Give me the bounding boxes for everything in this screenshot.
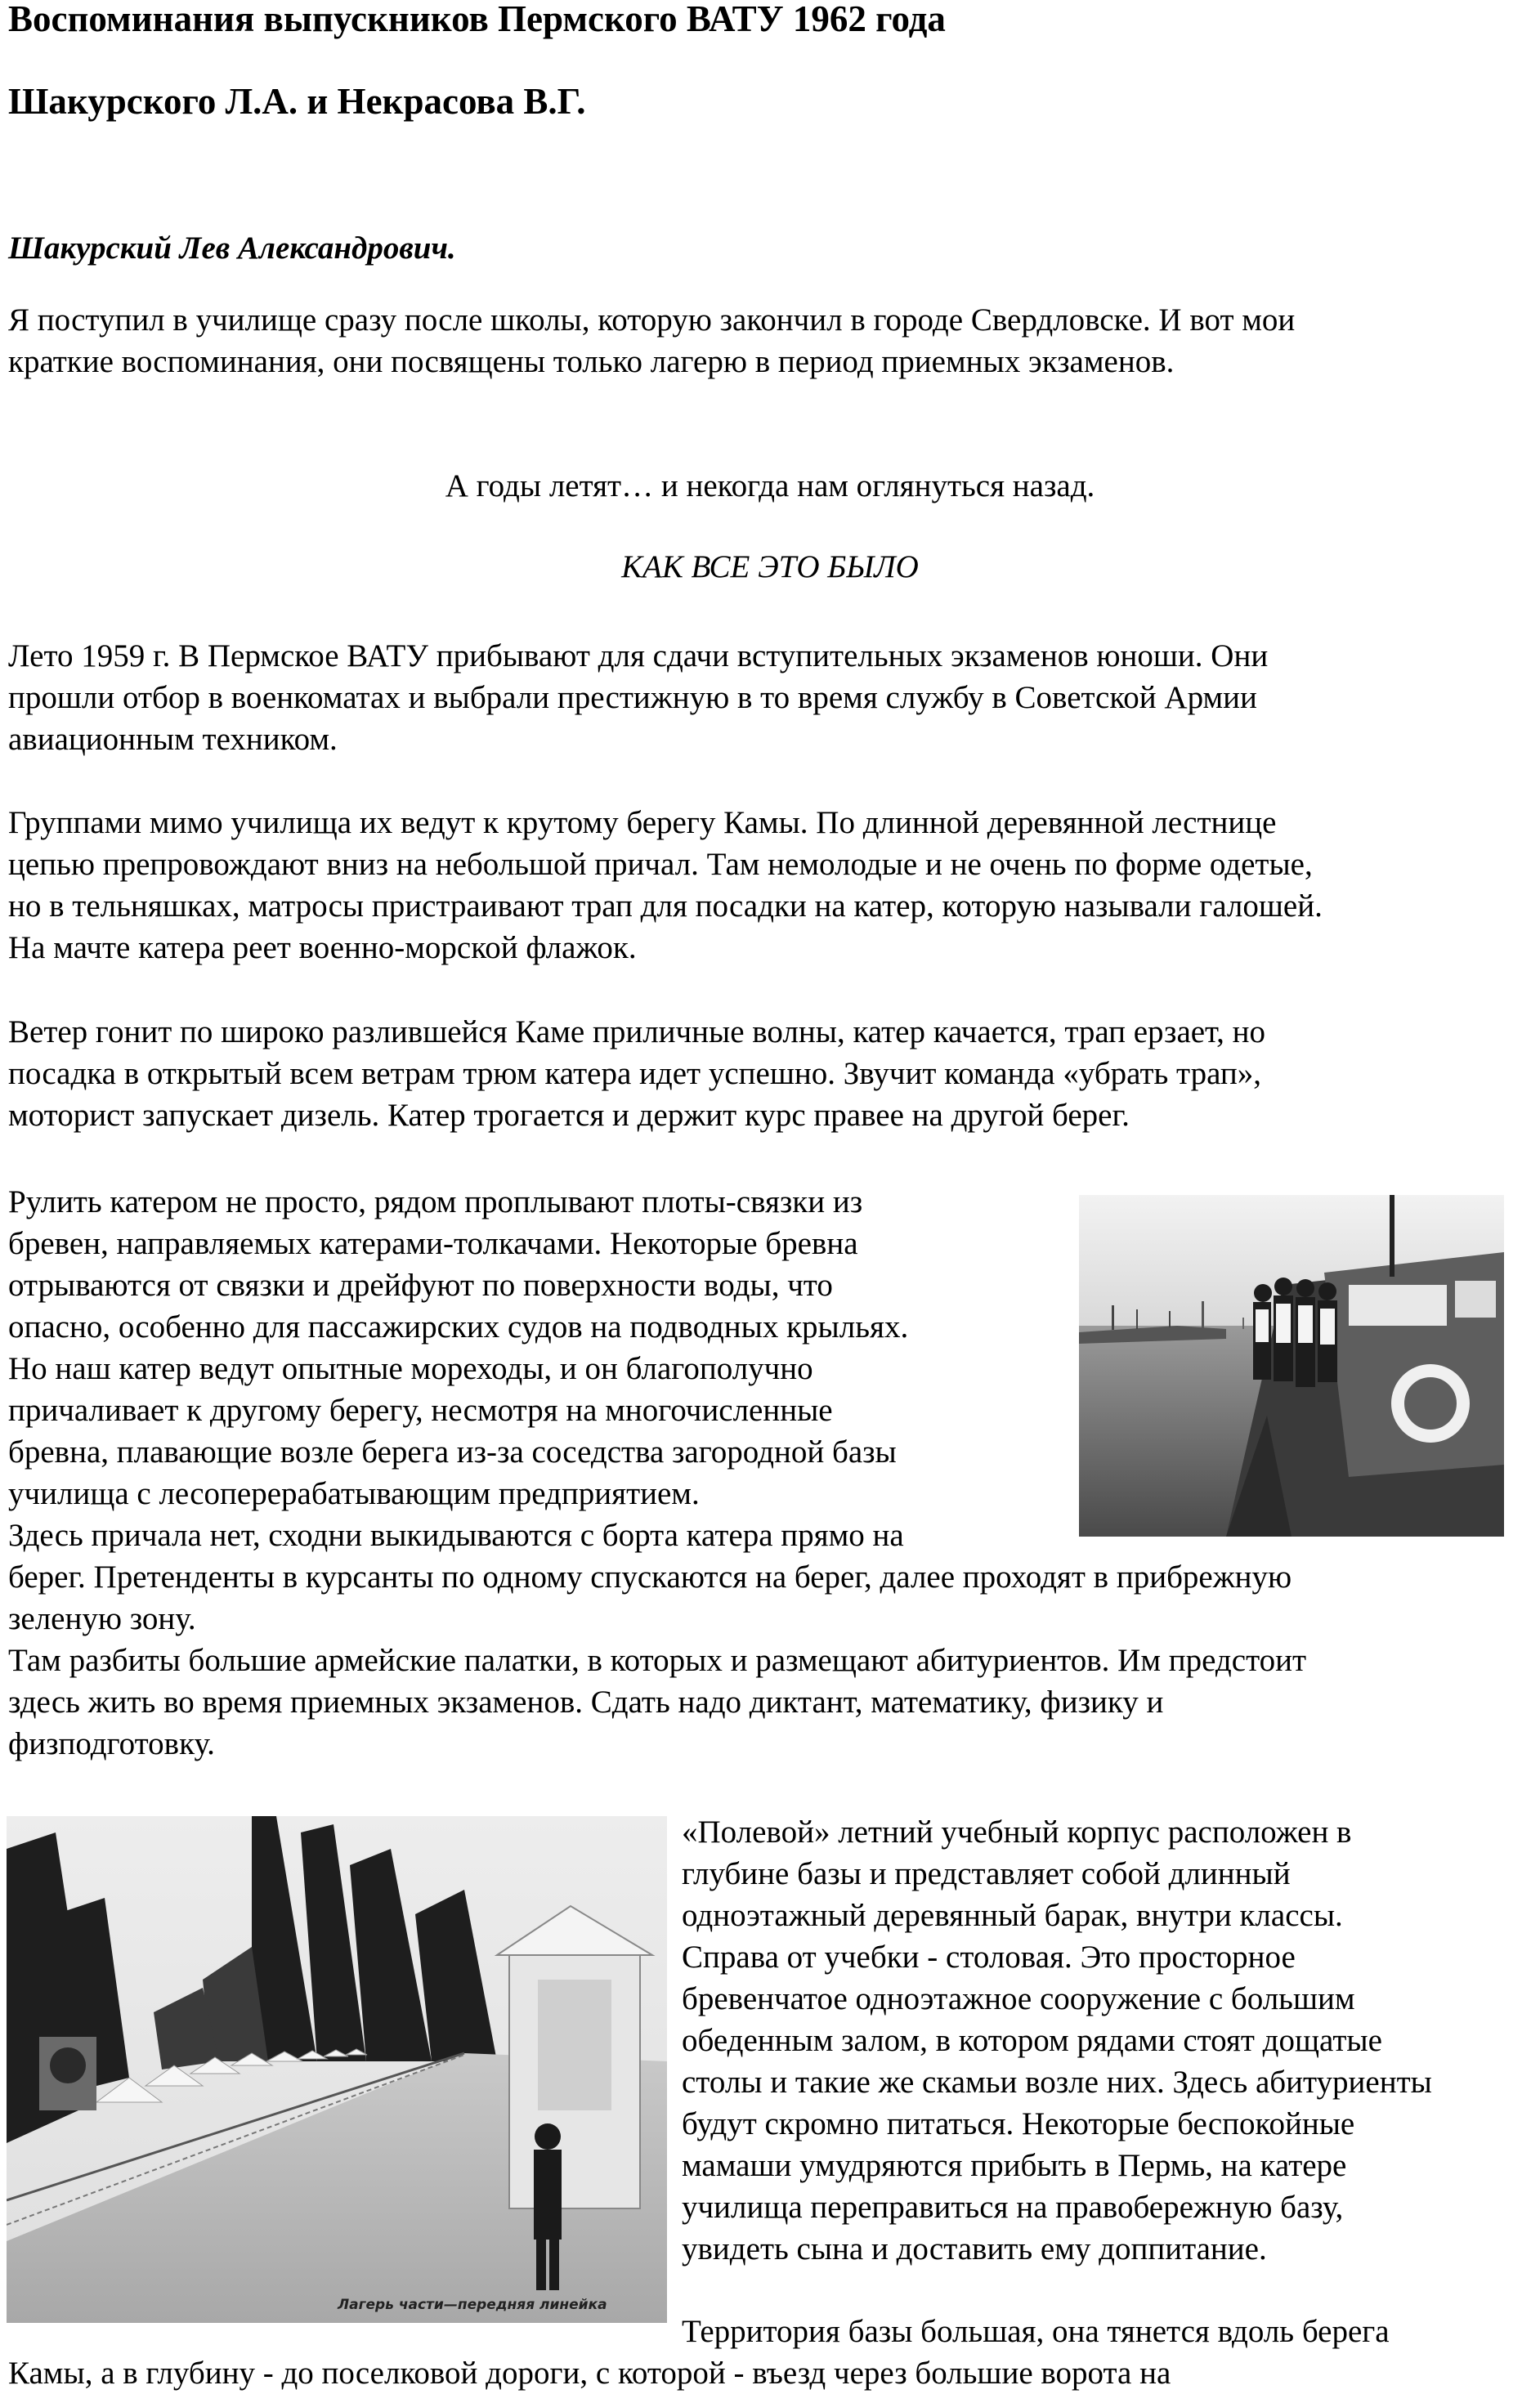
text-line: авиационным техником. [8, 722, 338, 757]
text-line: причаливает к другому берегу, несмотря на многочисленные [8, 1393, 833, 1428]
text-line: краткие воспоминания, они посвящены только лагерю в период приемных экзаменов. [8, 344, 1175, 379]
text-line: физподготовку. [8, 1726, 215, 1761]
text-line: берег. Претенденты в курсанты по одному спускаются на берег, далее проходят в прибрежную [8, 1559, 1292, 1595]
text-line: мамаши умудряются прибыть в Пермь, на катере [682, 2148, 1347, 2183]
document-subtitle: Шакурского Л.А. и Некрасова В.Г. [8, 81, 586, 122]
text-line: Здесь причала нет, сходни выкидываются с борта катера прямо на [8, 1518, 904, 1553]
epigraph: А годы летят… и некогда нам оглянуться назад. [445, 468, 1095, 503]
text-line: прошли отбор в военкоматах и выбрали престижную в то время службу в Советской Армии [8, 680, 1257, 715]
text-line: опасно, особенно для пассажирских судов на подводных крыльях. [8, 1309, 909, 1345]
text-line: одноэтажный деревянный барак, внутри классы. [682, 1898, 1343, 1933]
text-line: цепью препровождают вниз на небольшой причал. Там немолодые и не очень по форме одетые, [8, 847, 1313, 882]
text-line: увидеть сына и доставить ему доппитание. [682, 2231, 1267, 2266]
text-line: бревна, плавающие возле берега из-за соседства загородной базы [8, 1434, 897, 1470]
text-line: Рулить катером не просто, рядом проплывают плоты-связки из [8, 1184, 863, 1219]
paragraph-6-line-1: Территория базы большая, она тянется вдоль берега [682, 2314, 1390, 2349]
text-line: «Полевой» летний учебный корпус расположен в [682, 1815, 1352, 1850]
text-line: Но наш катер ведут опытные мореходы, и он благополучно [8, 1351, 813, 1386]
text-line: Лето 1959 г. В Пермское ВАТУ прибывают для сдачи вступительных экзаменов юноши. Они [8, 638, 1269, 673]
text-line: глубине базы и представляет собой длинный [682, 1856, 1291, 1891]
text-line: Там разбиты большие армейские палатки, в которых и размещают абитуриентов. Им предстоит [8, 1643, 1307, 1678]
text-line: Группами мимо училища их ведут к крутому берегу Камы. По длинной деревянной лестнице [8, 805, 1277, 840]
text-line: Справа от учебки - столовая. Это просторное [682, 1940, 1296, 1975]
document-title: Воспоминания выпускников Пермского ВАТУ 1962 года [8, 0, 946, 39]
author-name: Шакурский Лев Александрович. [8, 230, 456, 266]
text-line: будут скромно питаться. Некоторые беспокойные [682, 2106, 1355, 2141]
text-line: отрываются от связки и дрейфуют по поверхности воды, что [8, 1268, 833, 1303]
text-line: Ветер гонит по широко разлившейся Каме приличные волны, катер качается, трап ерзает, но [8, 1014, 1266, 1049]
text-line: Я поступил в училище сразу после школы, которую закончил в городе Свердловске. И вот мои [8, 302, 1296, 338]
paragraph-2 [8, 802, 1323, 969]
camp-photo-image [7, 1816, 667, 2323]
text-line: бревен, направляемых катерами-толкачами. Некоторые бревна [8, 1226, 858, 1261]
text-line: обеденным залом, в котором рядами стоят дощатые [682, 2023, 1382, 2058]
text-line: но в тельняшках, матросы пристраивают трап для посадки на катер, которую называли галошей. [8, 888, 1323, 924]
text-line: бревенчатое одноэтажное сооружение с большим [682, 1981, 1355, 2016]
camp-photo [7, 1816, 667, 2323]
text-line: училища переправиться на правобережную базу, [682, 2190, 1344, 2225]
text-line: здесь жить во время приемных экзаменов. Сдать надо диктант, математику, физику и [8, 1685, 1164, 1720]
text-line: посадка в открытый всем ветрам трюм катера идет успешно. Звучит команда «убрать трап», [8, 1056, 1261, 1091]
paragraph-4 [8, 1181, 1306, 1765]
text-line: училища с лесоперерабатывающим предприятием. [8, 1476, 700, 1511]
intro-paragraph [8, 299, 1295, 383]
paragraph-6-line-2: Камы, а в глубину - до поселковой дороги, с которой - въезд через большие ворота на [8, 2356, 1171, 2391]
photo-caption: Лагерь части—передняя линейка [338, 2297, 607, 2313]
paragraph-3 [8, 1011, 1265, 1136]
text-line: На мачте катера реет военно-морской флажок. [8, 930, 637, 965]
text-line: столы и такие же скамьи возле них. Здесь абитуриенты [682, 2065, 1432, 2100]
text-line: зеленую зону. [8, 1601, 196, 1636]
paragraph-1 [8, 635, 1268, 760]
paragraph-5 [682, 1811, 1432, 2270]
section-title: КАК ВСЕ ЭТО БЫЛО [621, 549, 919, 584]
text-line: моторист запускает дизель. Катер трогается и держит курс правее на другой берег. [8, 1098, 1130, 1133]
